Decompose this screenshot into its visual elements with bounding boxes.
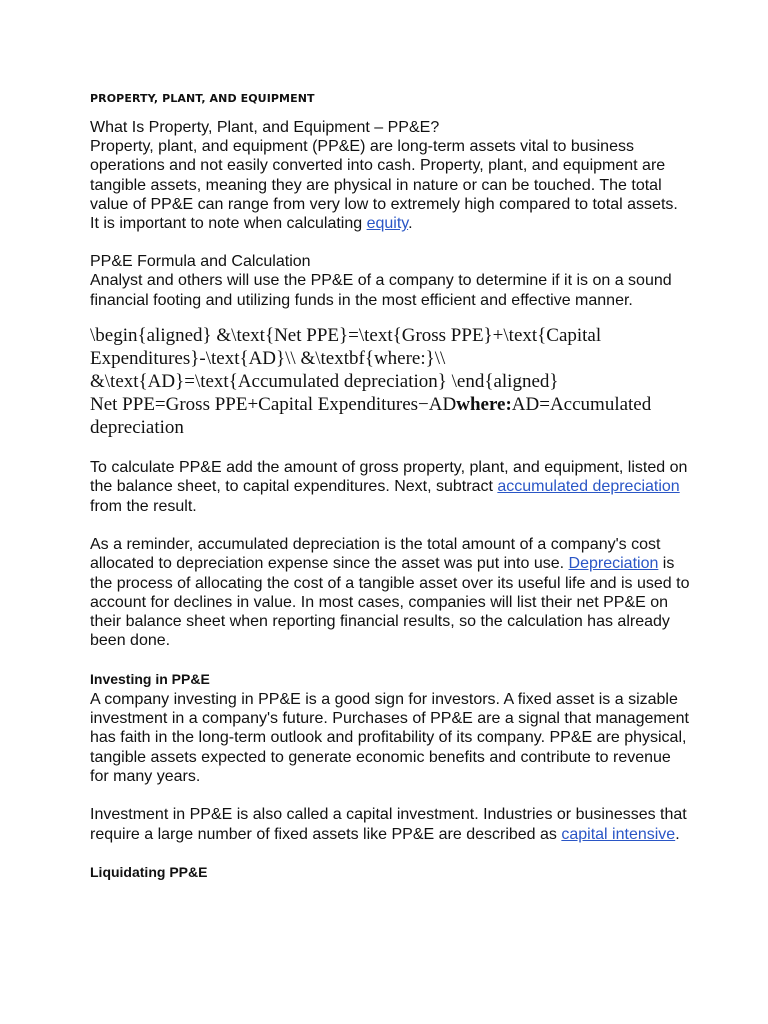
paragraph-end: from the result. [90,497,197,515]
paragraph-text: Investment in PP&E is also called a capital investment. Industries or businesses that require a large number of fixed assets like PP&E are described as [90,806,687,843]
paragraph-end: . [408,215,413,233]
formula-latex-source: \begin{aligned} &\text{Net PPE}=\text{Gross PPE}+\text{Capital Expenditures}-\text{AD}\\ &\textbf{where:}\\ &\text{AD}=\text{Accumulated depreciation} \end{aligned} [90,325,602,393]
equity-link[interactable]: equity [366,215,409,233]
formula-rendered-part-b: AD=Accumulated depreciation [90,394,652,439]
paragraph-depreciation-reminder [90,535,690,651]
paragraph-end: . [675,825,680,843]
document-heading: PROPERTY, PLANT, AND EQUIPMENT [90,92,315,105]
paragraph-calculate-ppe [90,458,690,516]
paragraph-text-a: As a reminder, accumulated depreciation is the total amount of a company's cost allocated to depreciation expense since the asset was put into use. [90,535,661,573]
formula-rendered-where: where: [456,394,512,416]
section-title-liquidating: Liquidating PP&E [90,863,208,880]
section-title-formula: PP&E Formula and Calculation [90,253,311,271]
capital-intensive-link[interactable]: capital intensive [561,825,676,843]
paragraph-ppe-definition [90,137,690,233]
section-title-what-is-ppe: What Is Property, Plant, and Equipment – PP&E? [90,119,440,136]
formula-rendered [90,393,690,439]
document-body [90,92,690,883]
paragraph-formula-intro: Analyst and others will use the PP&E of a company to determine if it is on a sound financial footing and utilizing funds in the most efficient and effective manner. [90,272,672,309]
paragraph-investing: A company investing in PP&E is a good sign for investors. A fixed asset is a sizable investment in a company's future. Purchases of PP&E are a signal that management has faith in the long-term outlook and profitability of its company. PP&E are physical, tangible assets expected to generate economic benefits and contribute to revenue for many years. [90,690,689,785]
paragraph-text: To calculate PP&E add the amount of gross property, plant, and equipment, listed on the balance sheet, to capital expenditures. Next, subtract [90,459,688,496]
paragraph-text: Property, plant, and equipment (PP&E) are long-term assets vital to business operations and not easily converted into cash. Property, plant, and equipment are tangible assets, meaning they are physical in nature or can be touched. The total value of PP&E can range from very low to extremely high compared to total assets. It is important to note when calculating [90,138,678,233]
paragraph-capital-investment [90,805,690,844]
paragraph-text-b: is the process of allocating the cost of a tangible asset over its useful life and is used to account for declines in value. In most cases, companies will list their net PP&E on their balance sheet when reporting financial results, so the calculation has already been done. [90,555,690,650]
formula-rendered-part-a: Net PPE=Gross PPE+Capital Expenditures−AD [90,394,457,416]
depreciation-link[interactable]: Depreciation [568,555,659,573]
section-title-investing: Investing in PP&E [90,670,210,687]
accumulated-depreciation-link[interactable]: accumulated depreciation [497,478,680,496]
